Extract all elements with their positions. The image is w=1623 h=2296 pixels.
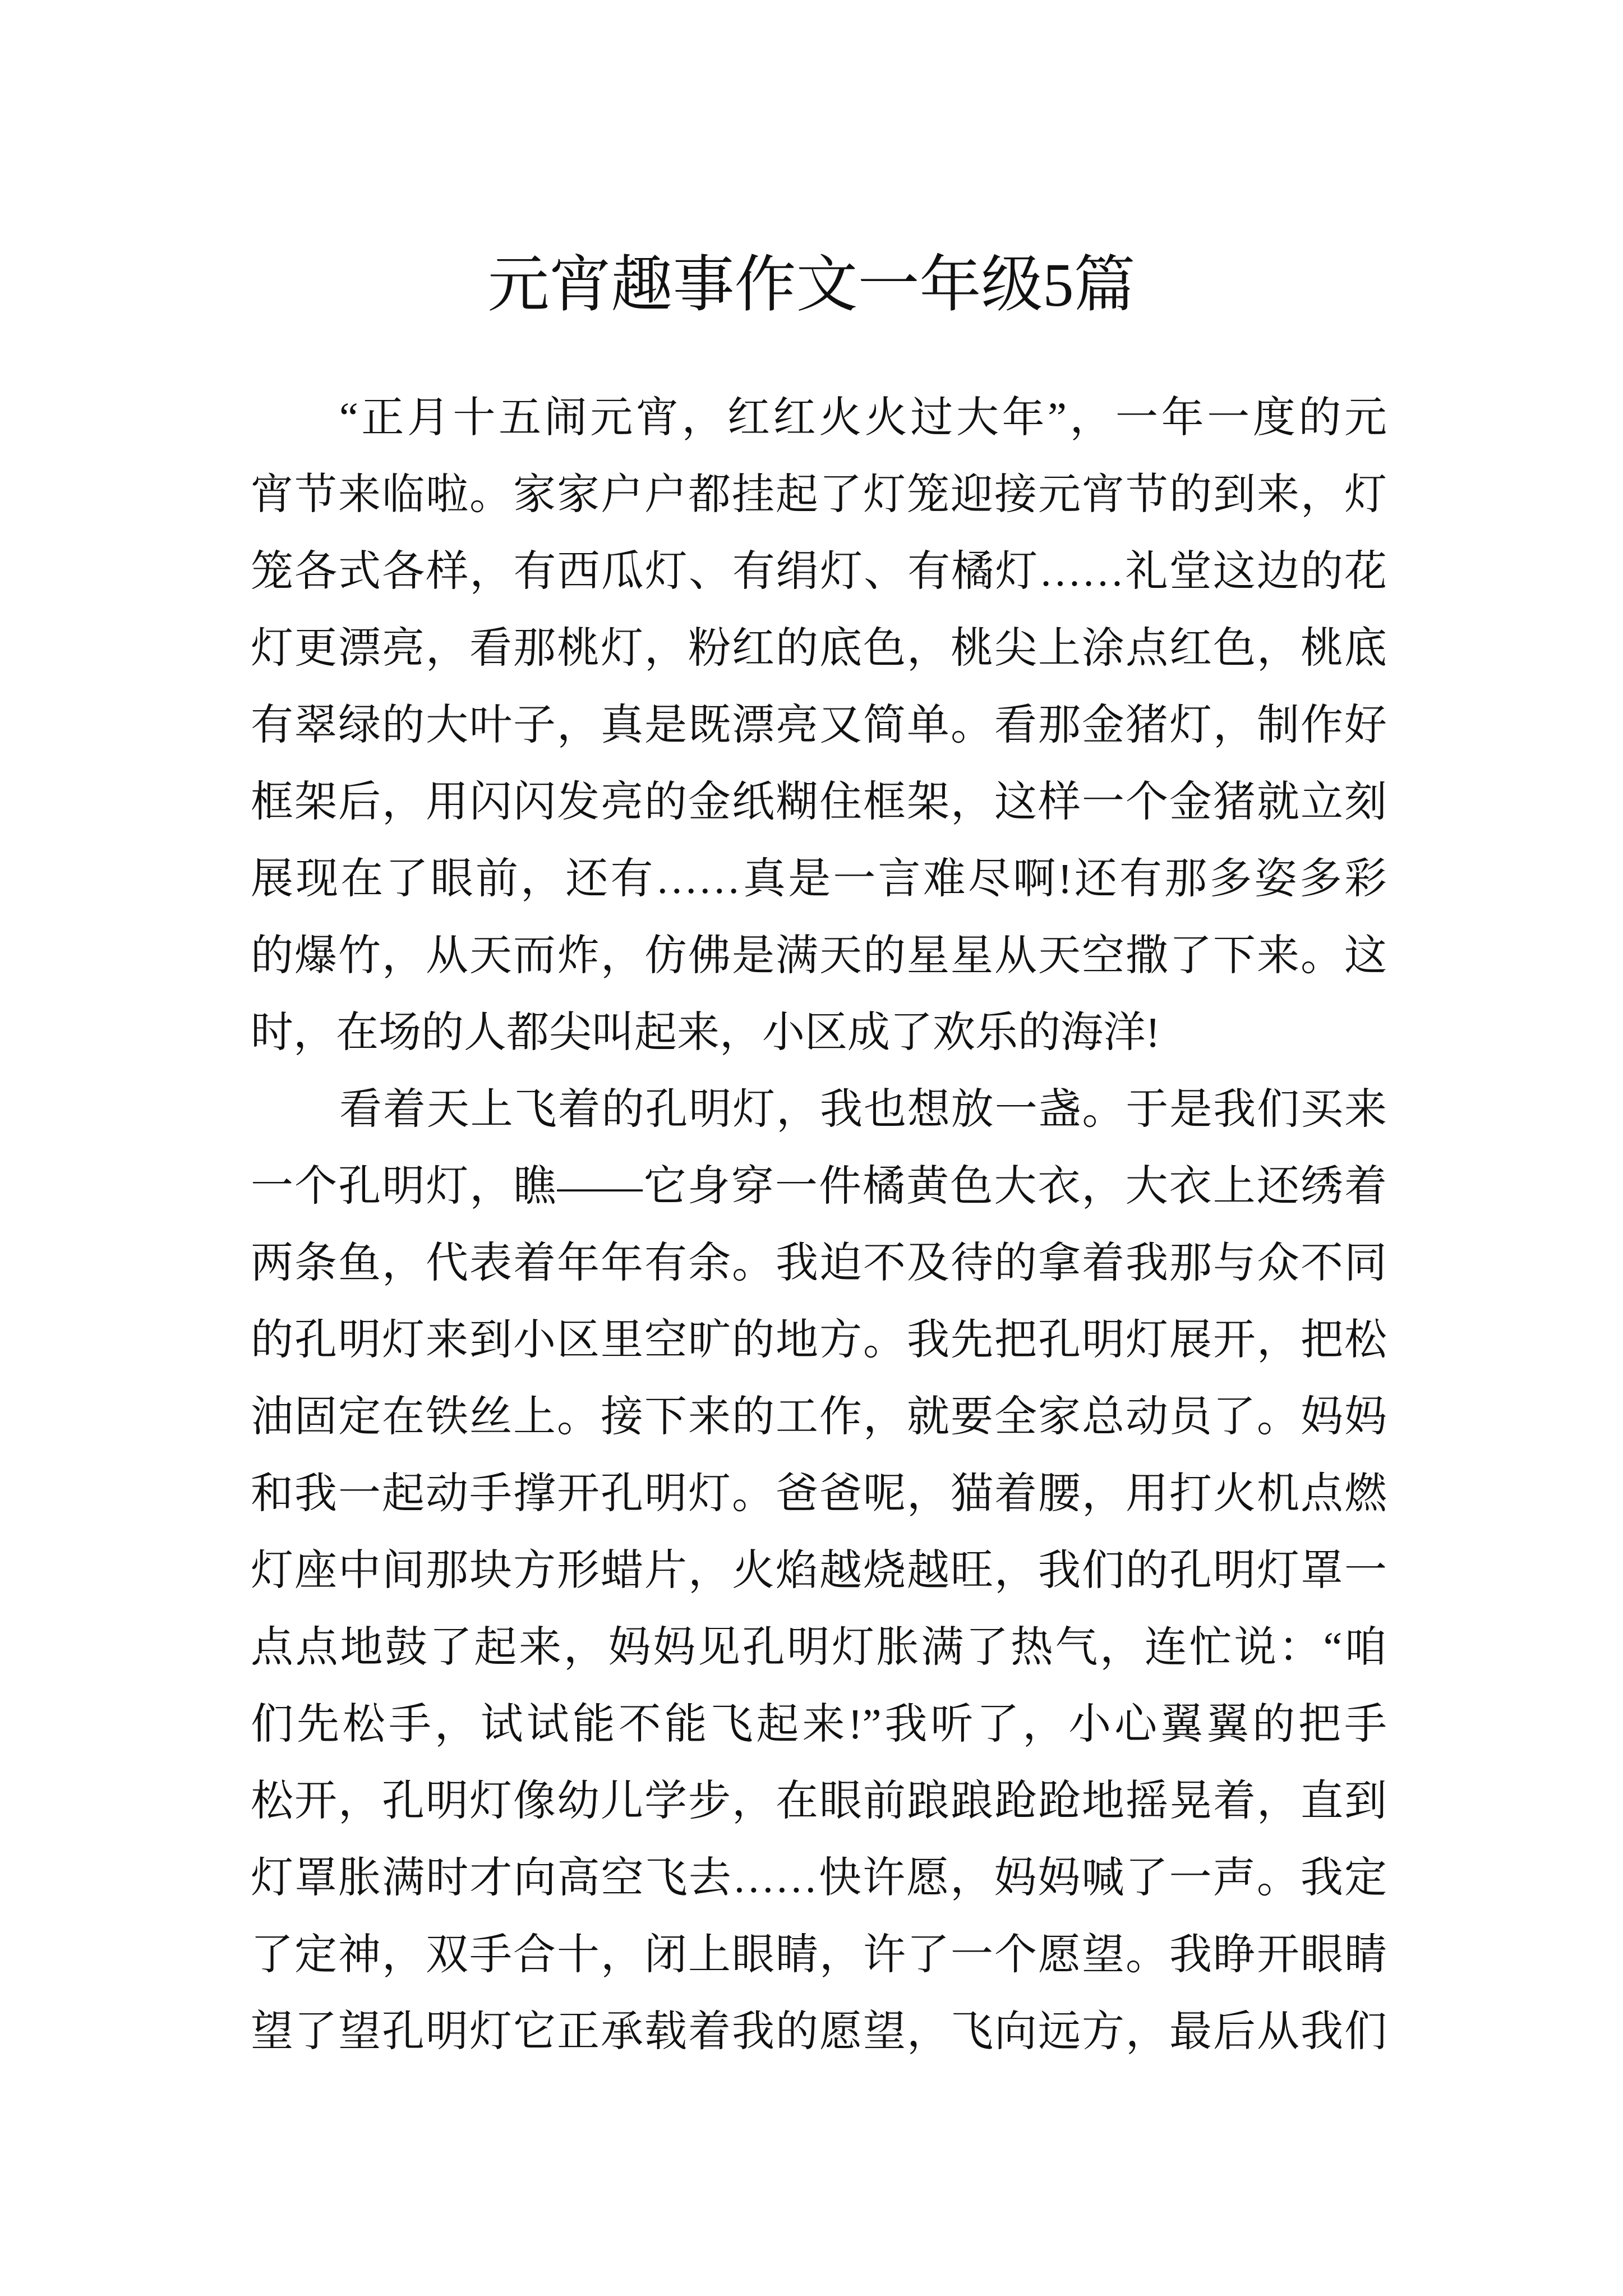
paragraph — [251, 380, 1387, 1071]
text-line: 看着天上飞着的孔明灯，我也想放一盏。于是我们买来 — [339, 1086, 1387, 1133]
text-line: 和我一起动手撑开孔明灯。爸爸呢，猫着腰，用打火机点燃 — [251, 1470, 1387, 1517]
text-line: 的爆竹，从天而炸，仿佛是满天的星星从天空撒了下来。这 — [251, 932, 1387, 979]
text-line: 宵节来临啦。家家户户都挂起了灯笼迎接元宵节的到来，灯 — [251, 471, 1387, 518]
text-line: 油固定在铁丝上。接下来的工作，就要全家总动员了。妈妈 — [251, 1393, 1387, 1441]
text-line: 时，在场的人都尖叫起来，小区成了欢乐的海洋! — [251, 1009, 1160, 1056]
text-line: “正月十五闹元宵，红红火火过大年”，一年一度的元 — [339, 394, 1387, 441]
article-body — [251, 380, 1387, 2070]
text-line: 有翠绿的大叶子，真是既漂亮又简单。看那金猪灯，制作好 — [251, 702, 1387, 749]
text-line: 松开，孔明灯像幼儿学步，在眼前踉踉跄跄地摇晃着，直到 — [251, 1778, 1387, 1825]
page-title: 元宵趣事作文一年级5篇 — [487, 250, 1136, 319]
text-line: 灯更漂亮，看那桃灯，粉红的底色，桃尖上涂点红色，桃底 — [251, 625, 1387, 672]
paragraph — [251, 1071, 1387, 2070]
text-line: 望了望孔明灯它正承载着我的愿望，飞向远方，最后从我们 — [251, 2008, 1387, 2055]
text-line: 展现在了眼前，还有……真是一言难尽啊!还有那多姿多彩 — [251, 855, 1387, 903]
text-line: 点点地鼓了起来，妈妈见孔明灯胀满了热气，连忙说：“咱 — [251, 1624, 1387, 1671]
text-line: 框架后，用闪闪发亮的金纸糊住框架，这样一个金猪就立刻 — [251, 779, 1387, 826]
text-line: 了定神，双手合十，闭上眼睛，许了一个愿望。我睁开眼睛 — [251, 1931, 1387, 1978]
text-line: 们先松手，试试能不能飞起来!”我听了，小心翼翼的把手 — [251, 1701, 1387, 1748]
text-line: 两条鱼，代表着年年有余。我迫不及待的拿着我那与众不同 — [251, 1240, 1387, 1287]
text-line: 一个孔明灯，瞧——它身穿一件橘黄色大衣，大衣上还绣着 — [251, 1163, 1387, 1210]
text-line: 灯座中间那块方形蜡片，火焰越烧越旺，我们的孔明灯罩一 — [251, 1547, 1387, 1594]
text-line: 笼各式各样，有西瓜灯、有绢灯、有橘灯……礼堂这边的花 — [251, 548, 1387, 595]
text-line: 灯罩胀满时才向高空飞去……快许愿，妈妈喊了一声。我定 — [251, 1855, 1387, 1902]
text-line: 的孔明灯来到小区里空旷的地方。我先把孔明灯展开，把松 — [251, 1317, 1387, 1364]
